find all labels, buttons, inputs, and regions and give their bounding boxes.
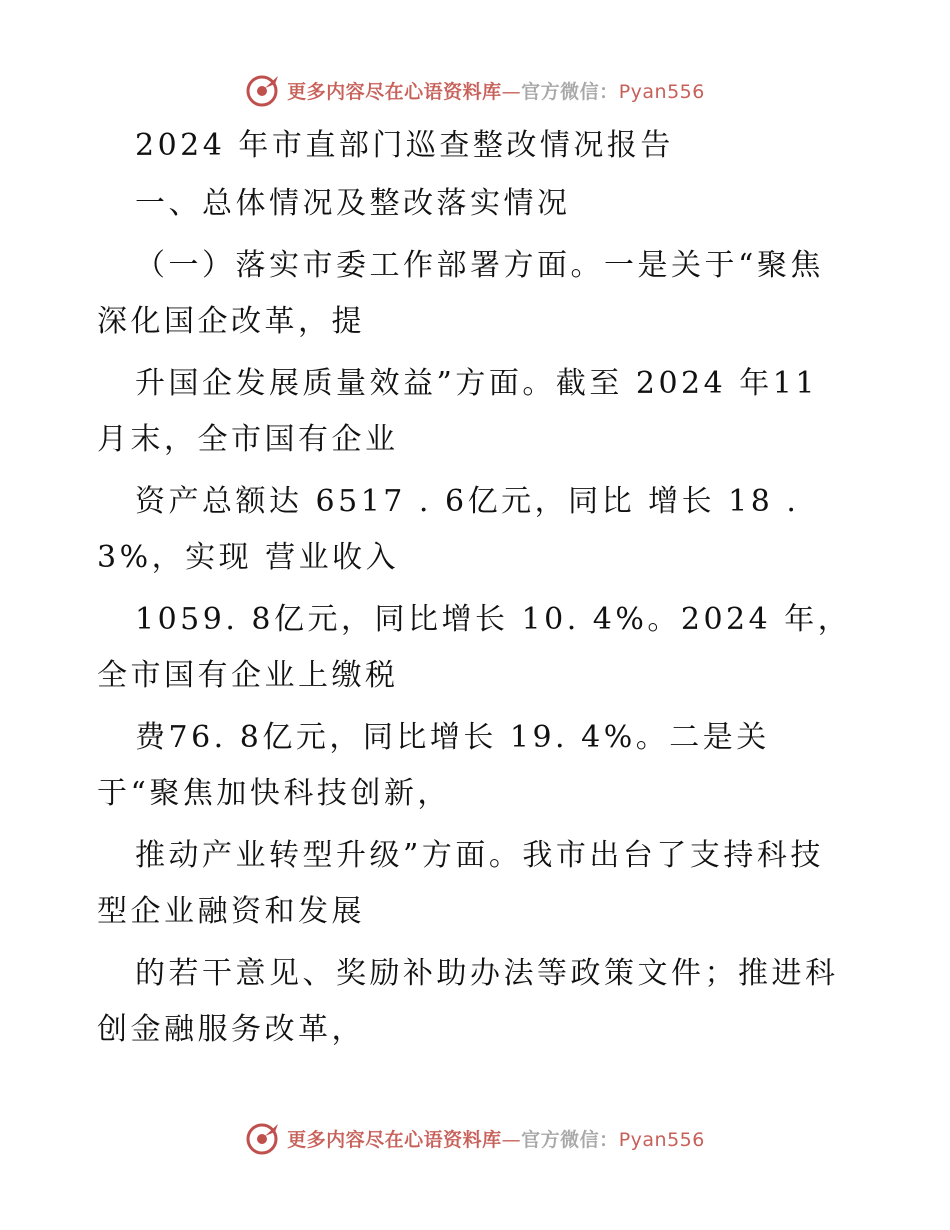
watermark-main: 更多内容尽在心语资料库: [287, 1128, 502, 1151]
watermark-main: 更多内容尽在心语资料库: [287, 80, 502, 103]
watermark-sub: 官方微信：: [521, 1128, 619, 1151]
watermark-id: Pyan556: [618, 1128, 705, 1151]
watermark-sub: 官方微信：: [521, 80, 619, 103]
paragraph-line: 月末，全市国有企业: [97, 422, 399, 457]
paragraph-line: 创金融服务改革，: [97, 1012, 365, 1047]
logo-icon: [245, 1120, 281, 1156]
document-title: 2024 年市直部门巡查整改情况报告: [135, 128, 674, 163]
watermark-dash: —: [501, 1128, 522, 1151]
paragraph-line: 型企业融资和发展: [97, 894, 365, 929]
watermark-bottom: [0, 1118, 950, 1158]
paragraph-line: 资产总额达 6517 . 6亿元，同比 增长 18 .: [135, 484, 800, 519]
paragraph-line: 费76. 8亿元，同比增长 19. 4%。二是关: [135, 720, 770, 755]
watermark-id: Pyan556: [618, 80, 705, 103]
paragraph-line: 深化国企改革，提: [97, 304, 365, 339]
paragraph-line: 于“聚焦加快科技创新，: [97, 776, 451, 811]
paragraph-line: 全市国有企业上缴税: [97, 658, 399, 693]
logo-icon: [245, 72, 281, 108]
paragraph-line: （一）落实市委工作部署方面。一是关于“聚焦: [135, 248, 824, 283]
section-heading: 一、总体情况及整改落实情况: [135, 186, 571, 221]
paragraph-line: 推动产业转型升级”方面。我市出台了支持科技: [135, 838, 824, 873]
paragraph-line: 3%，实现 营业收入: [97, 540, 400, 575]
watermark-text: [287, 1125, 705, 1152]
watermark-dash: —: [501, 80, 522, 103]
paragraph-line: 的若干意见、奖励补助办法等政策文件；推进科: [135, 956, 839, 991]
watermark-text: [287, 77, 705, 104]
watermark-top: [0, 70, 950, 110]
paragraph-line: 升国企发展质量效益”方面。截至 2024 年11: [135, 366, 818, 401]
paragraph-line: 1059. 8亿元，同比增长 10. 4%。2024 年，: [135, 602, 852, 637]
